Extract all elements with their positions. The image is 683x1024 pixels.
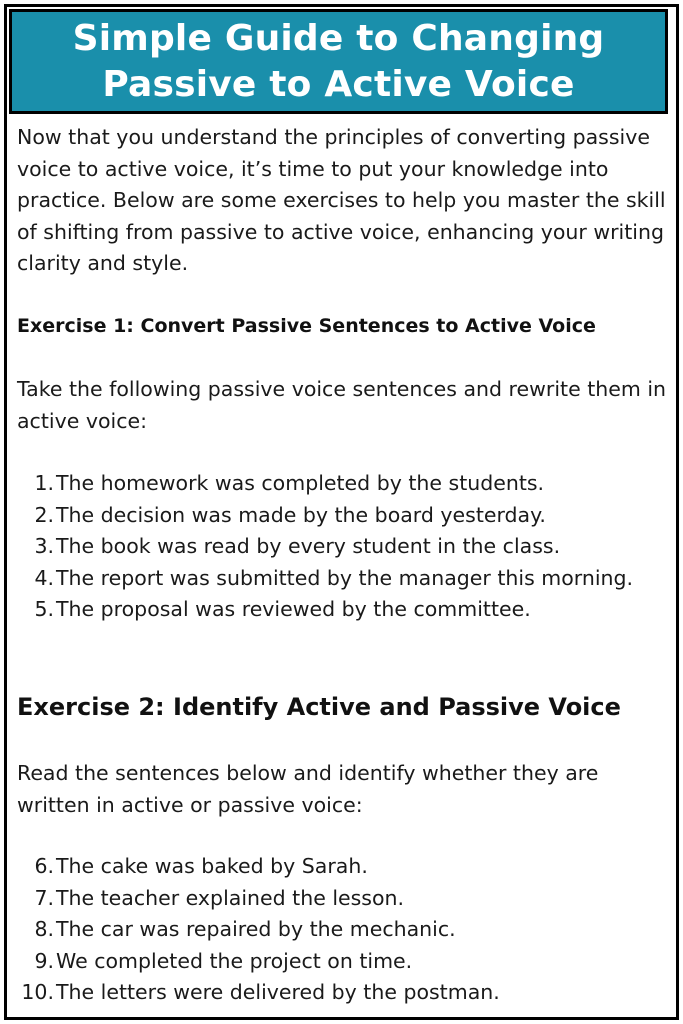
intro-paragraph: Now that you understand the principles of converting passive voice to active voice, it’s time to put your knowledge into practice. Below are some exercises to help you master the skill of shifting from passive to active voice, enhancing your writing clarity and style.: [17, 125, 666, 275]
exercise-1-heading: Exercise 1: Convert Passive Sentences to Active Voice: [17, 315, 596, 337]
list-item: 5. The proposal was reviewed by the committee.: [34, 596, 531, 621]
article-body: [17, 122, 667, 1004]
list-item: 9. We completed the project on time.: [34, 948, 413, 973]
list-item: 6. The cake was baked by Sarah.: [34, 854, 368, 878]
list-item: 4. The report was submitted by the manager this morning.: [34, 565, 634, 590]
title-line-1: Simple Guide to Changing: [72, 17, 605, 59]
exercise-2-heading: Exercise 2: Identify Active and Passive Voice: [17, 693, 621, 721]
exercise-1-instruction: Take the following passive voice sentences and rewrite them in active voice:: [17, 377, 667, 433]
list-item: 2. The decision was made by the board yesterday.: [34, 502, 546, 527]
list-item: 7. The teacher explained the lesson.: [34, 885, 405, 910]
exercise-1-list: [17, 468, 667, 625]
list-item: 3. The book was read by every student in the class.: [34, 534, 561, 558]
title-line-2: Passive to Active Voice: [102, 63, 575, 105]
title-banner: [9, 9, 668, 114]
page-title: [73, 16, 605, 108]
exercise-2-list: [17, 851, 667, 1009]
list-item: 8. The car was repaired by the mechanic.: [34, 917, 456, 941]
list-item: 1. The homework was completed by the students.: [34, 471, 545, 495]
list-item: 10. The letters were delivered by the postman.: [21, 980, 500, 1004]
exercise-2-instruction: Read the sentences below and identify whether they are written in active or passive voice:: [17, 761, 599, 817]
